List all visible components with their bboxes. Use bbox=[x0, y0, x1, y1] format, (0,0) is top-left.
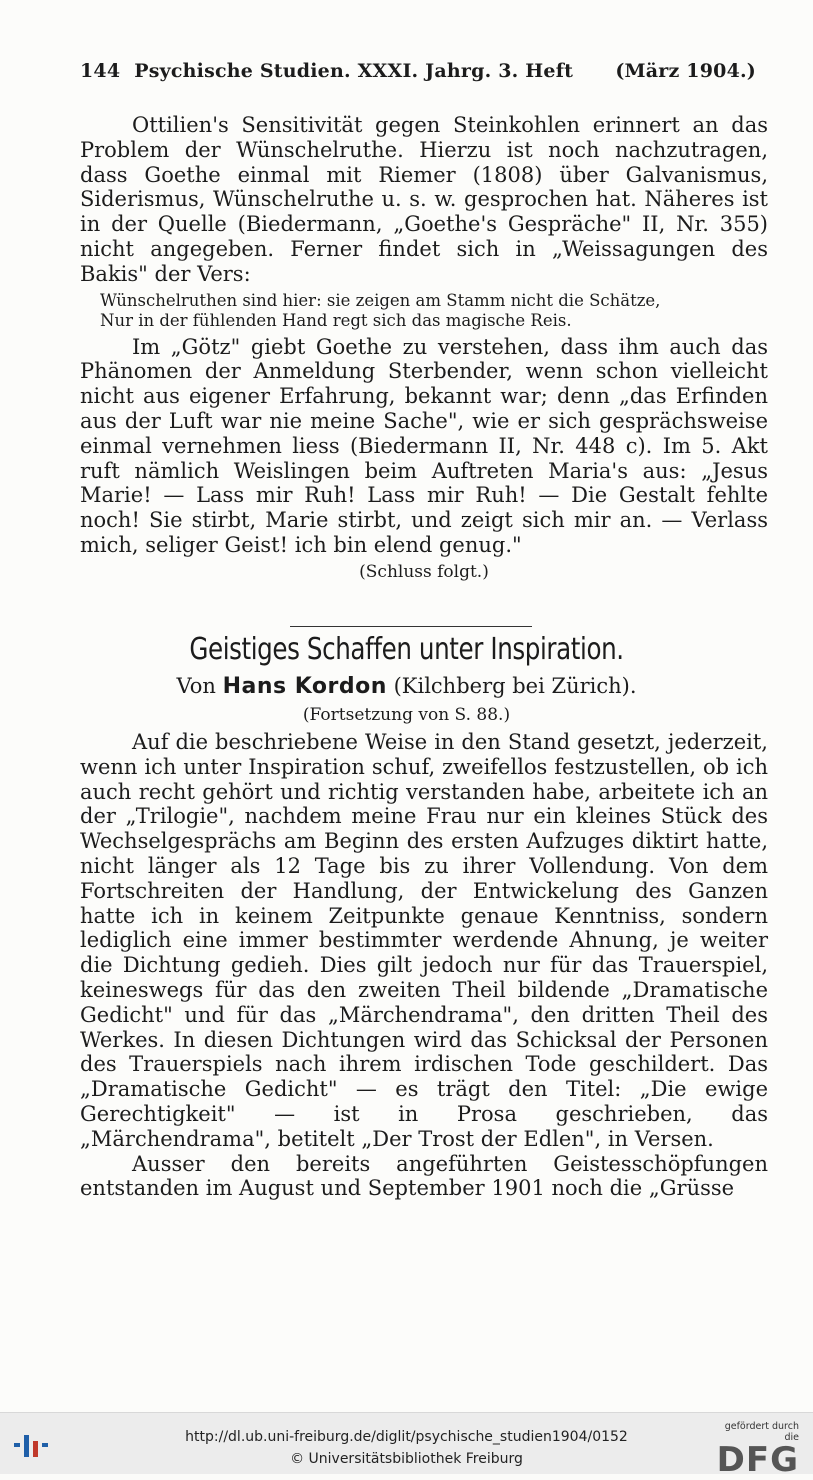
byline-prefix: Von bbox=[176, 674, 216, 698]
running-header bbox=[80, 60, 756, 82]
section-ottilien bbox=[80, 113, 768, 582]
dfg-caption: gefördert durch die bbox=[724, 1421, 799, 1443]
article-paragraph-1: Auf die beschriebene Weise in den Stand gesetzt, jederzeit, wenn ich unter Inspiration schuf, zweifellos festzustellen, ob ich auch recht gehört und richtig verstanden habe, arbeitete ich an der „Trilogie", nachdem meine Frau nur ein kleines Stück des Wechselgesprächs am Beginn des ersten Aufzuges diktirt hatte, nicht länger als 12 Tage bis zu ihrer Vollendung. Von dem Fortschreiten der Handlung, der Entwickelung des Ganzen hatte ich in keinem Zeitpunkte genaue Kenntniss, sondern lediglich eine immer bestimmter werdende Ahnung, je weiter die Dichtung gedieh. Dies gilt jedoch nur für das Trauerspiel, keineswegs für das den zweiten Theil bildende „Dramatische Gedicht" und für das „Märchendrama", den dritten Theil des Werkes. In diesen Dichtungen wird das Schicksal der Personen des Trauerspiels nach ihrem irdischen Tode geschildert. Das „Dramatische Gedicht" — es trägt den Titel: „Die ewige Gerechtigkeit" — ist in Prosa geschrieben, das „Märchendrama", betitelt „Der Trost der Edlen", in Versen. bbox=[80, 730, 768, 1151]
article-paragraph-2: Ausser den bereits angeführten Geistesschöpfungen entstanden im August und September 1901 noch die „Grüsse bbox=[80, 1151, 768, 1201]
verse-line-2: Nur in der fühlenden Hand regt sich das magische Reis. bbox=[100, 310, 572, 330]
viewer-footer bbox=[0, 1412, 813, 1480]
to-be-continued: (Schluss folgt.) bbox=[359, 561, 489, 582]
continuation-note: (Fortsetzung von S. 88.) bbox=[302, 705, 511, 725]
paragraph-goetz: Im „Götz" giebt Goethe zu verstehen, dass ihm auch das Phänomen der Anmeldung Sterbender, wenn schon vielleicht nicht aus eigener Erfahrung, bekannt war; denn „das Erfinden aus der Luft war nie meine Sache", wie er sich gesprächsweise einmal vernehmen liess (Biedermann II, Nr. 448 c). Im 5. Akt ruft nämlich Weislingen beim Auftreten Maria's aus: „Jesus Marie! — Lass mir Ruh! Lass mir Ruh! — Die Gestalt fehlte noch! Sie stirbt, Marie stirbt, und zeigt sich mir an. — Verlass mich, seliger Geist! ich bin elend genug." bbox=[80, 334, 768, 557]
byline bbox=[0, 674, 813, 699]
paragraph-ottilien: Ottilien's Sensitivität gegen Steinkohlen erinnert an das Problem der Wünschelruthe. Hierzu ist noch nachzutragen, dass Goethe einmal mit Riemer (1808) über Galvanismus, Siderismus, Wünschelruthe u. s. w. gesprochen hat. Näheres ist in der Quelle (Biedermann, „Goethe's Gespräche" II, Nr. 355) nicht angegeben. Ferner findet sich in „Weissagungen des Bakis" der Vers: bbox=[80, 113, 768, 286]
author-location: (Kilchberg bei Zürich). bbox=[393, 674, 637, 698]
permalink-url[interactable]: http://dl.ub.uni-freiburg.de/diglit/psychische_studien1904/0152 bbox=[185, 1429, 628, 1445]
verse-block bbox=[100, 291, 768, 331]
section-divider bbox=[290, 626, 532, 627]
copyright-notice: © Universitätsbibliothek Freiburg bbox=[290, 1451, 523, 1467]
issue-date: (März 1904.) bbox=[615, 60, 756, 82]
article-title: Geistiges Schaffen unter Inspiration. bbox=[189, 632, 624, 667]
page-number: 144 bbox=[80, 60, 121, 82]
dfg-mark: DFG bbox=[716, 1440, 799, 1480]
article-body bbox=[80, 730, 768, 1201]
dfg-logo bbox=[709, 1421, 799, 1480]
journal-title: Psychische Studien. XXXI. Jahrg. 3. Heft bbox=[134, 60, 574, 82]
verse-line-1: Wünschelruthen sind hier: sie zeigen am Stamm nicht die Schätze, bbox=[100, 290, 661, 310]
author-name: Hans Kordon bbox=[222, 674, 387, 699]
